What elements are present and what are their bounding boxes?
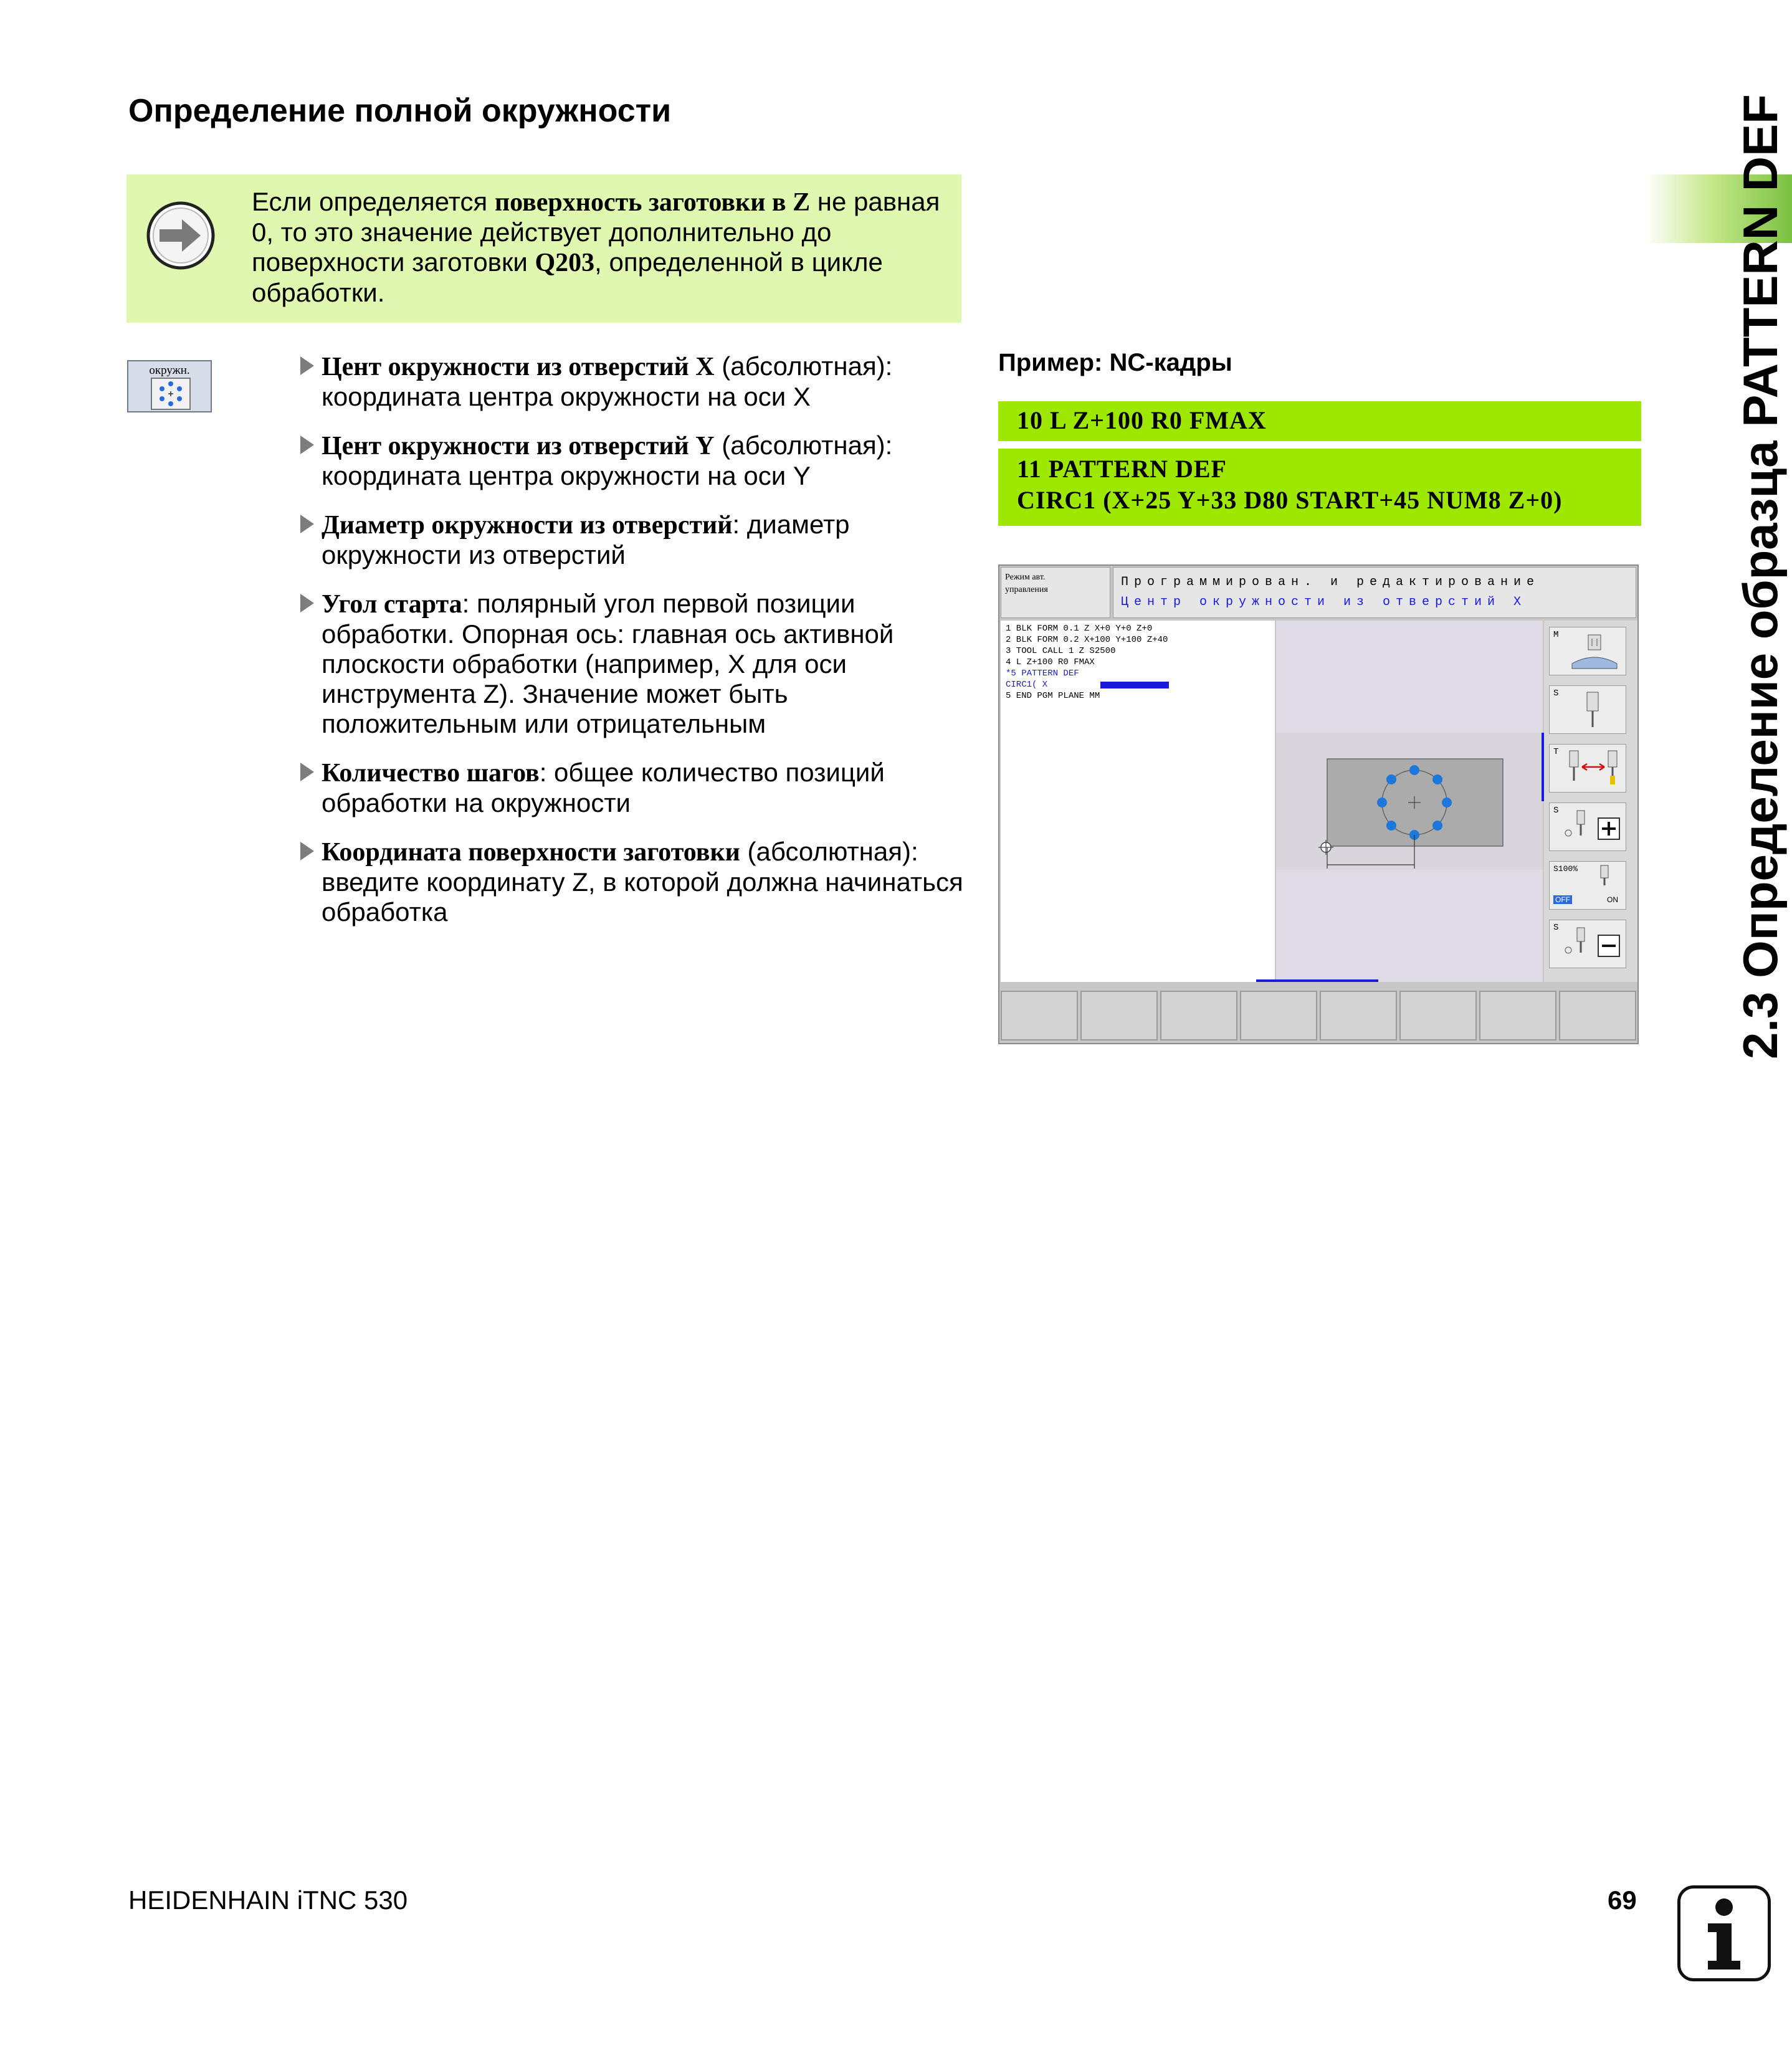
- page-number: 69: [1608, 1885, 1637, 1915]
- softkey-5[interactable]: [1320, 991, 1397, 1041]
- page-title: Определение полной окружности: [128, 93, 672, 129]
- softkey-row: [1001, 991, 1637, 1042]
- mode-label-2: управления: [1005, 585, 1048, 594]
- bullet-triangle-icon: [300, 356, 314, 375]
- side-softkey-bar: [1544, 621, 1637, 982]
- note-text: Если определяется поверхность заготовки в Z не равная 0, то это значение действует дополнительно до поверхности заготовки Q203, определенной в цикле обработки.: [252, 187, 940, 307]
- softkey-row-marker: [1256, 979, 1378, 982]
- side-softkey-override-toggle[interactable]: [1549, 861, 1626, 910]
- side-label: T: [1553, 747, 1559, 757]
- param-surface-coord: Координата поверхности заготовки (абсолютная): введите координату Z, в которой должна начинаться обработка: [297, 837, 970, 927]
- nc-line-1: 10 L Z+100 R0 FMAX: [1017, 406, 1267, 434]
- nc-block-10: [998, 401, 1641, 441]
- softkey-label: окружн.: [149, 364, 190, 377]
- side-label: S100%: [1553, 864, 1578, 874]
- info-icon: [1677, 1885, 1771, 1981]
- bullet-triangle-icon: [300, 763, 314, 781]
- side-label: S: [1553, 806, 1559, 816]
- bullet-triangle-icon: [300, 436, 314, 454]
- bullet-triangle-icon: [300, 594, 314, 612]
- header-mode-title: Программирован. и редактирование: [1121, 575, 1540, 589]
- arrow-right-icon: [146, 201, 216, 270]
- hole-pattern-drawing: [1276, 621, 1543, 982]
- param-center-x: Цент окружности из отверстий X (абсолютная): координата центра окружности на оси X: [297, 351, 970, 412]
- side-softkey-s[interactable]: [1549, 685, 1626, 734]
- softkey-1[interactable]: [1001, 991, 1078, 1041]
- chapter-side-title: 2.3 Определение образца PATTERN DEF: [1733, 94, 1788, 1059]
- spindle-small-icon: [1593, 863, 1618, 888]
- tool-change-icon: [1561, 748, 1626, 789]
- spindle-s-icon: [1575, 690, 1612, 731]
- pattern-graphic: [1276, 621, 1543, 982]
- override-plus-icon: [1562, 808, 1624, 848]
- param-center-y: Цент окружности из отверстий Y (абсолютная): координата центра окружности на оси Y: [297, 431, 970, 491]
- param-num-steps: Количество шагов: общее количество позиций обработки на окружности: [297, 758, 970, 818]
- circle-pattern-softkey-icon: [127, 360, 212, 412]
- bullet-triangle-icon: [300, 515, 314, 533]
- tnc-screen: [998, 564, 1639, 1044]
- active-marker: [1542, 733, 1544, 801]
- nc-line-2a: 11 PATTERN DEF: [1017, 455, 1227, 483]
- softkey-7[interactable]: [1479, 991, 1556, 1041]
- side-softkey-s-plus[interactable]: [1549, 803, 1626, 851]
- header-prompt: Центр окружности из отверстий X: [1121, 595, 1527, 609]
- param-start-angle: Угол старта: полярный угол первой позиции обработки. Опорная ось: главная ось активной плоскости обработки (например, X для оси инструмента Z). Значение может быть положительным или отрицательным: [297, 589, 970, 739]
- side-softkey-s-minus[interactable]: [1549, 920, 1626, 968]
- softkey-6[interactable]: [1399, 991, 1477, 1041]
- nc-line-2b: CIRC1 (X+25 Y+33 D80 START+45 NUM8 Z+0): [1017, 486, 1563, 514]
- edit-cursor: [1100, 682, 1169, 688]
- program-line[interactable]: 4 L Z+100 R0 FMAX: [1006, 657, 1095, 667]
- footer-product: HEIDENHAIN iTNC 530: [128, 1885, 408, 1915]
- parameter-list: [297, 351, 970, 946]
- program-line[interactable]: 2 BLK FORM 0.2 X+100 Y+100 Z+40: [1006, 635, 1168, 645]
- program-line[interactable]: 5 END PGM PLANE MM: [1006, 691, 1100, 701]
- softkey-2[interactable]: [1080, 991, 1158, 1041]
- side-label: S: [1553, 923, 1559, 933]
- off-label: OFF: [1553, 895, 1572, 904]
- side-softkey-m[interactable]: [1549, 627, 1626, 675]
- softkey-8[interactable]: [1559, 991, 1636, 1041]
- side-label: S: [1553, 688, 1559, 698]
- softkey-4[interactable]: [1240, 991, 1317, 1041]
- example-heading: Пример: NC-кадры: [998, 349, 1232, 376]
- program-line-edit[interactable]: CIRC1( X: [1006, 679, 1270, 690]
- operating-mode-box: [1001, 567, 1110, 618]
- screen-header: [1113, 567, 1636, 618]
- mode-label-1: Режим авт.: [1005, 573, 1046, 582]
- nc-block-11: [998, 449, 1641, 526]
- override-minus-icon: [1562, 925, 1624, 965]
- hole-circle-icon: [151, 378, 191, 410]
- bullet-triangle-icon: [300, 842, 314, 860]
- side-label: M: [1553, 630, 1559, 640]
- program-line-active[interactable]: *5 PATTERN DEF: [1006, 669, 1079, 679]
- side-softkey-t[interactable]: [1549, 744, 1626, 793]
- param-diameter: Диаметр окружности из отверстий: диаметр окружности из отверстий: [297, 510, 970, 570]
- spindle-m-icon: [1568, 632, 1621, 674]
- program-line[interactable]: 3 TOOL CALL 1 Z S2500: [1006, 646, 1116, 656]
- program-listing[interactable]: [1001, 621, 1275, 982]
- on-label: ON: [1607, 895, 1618, 904]
- program-line[interactable]: 1 BLK FORM 0.1 Z X+0 Y+0 Z+0: [1006, 624, 1153, 634]
- softkey-3[interactable]: [1160, 991, 1237, 1041]
